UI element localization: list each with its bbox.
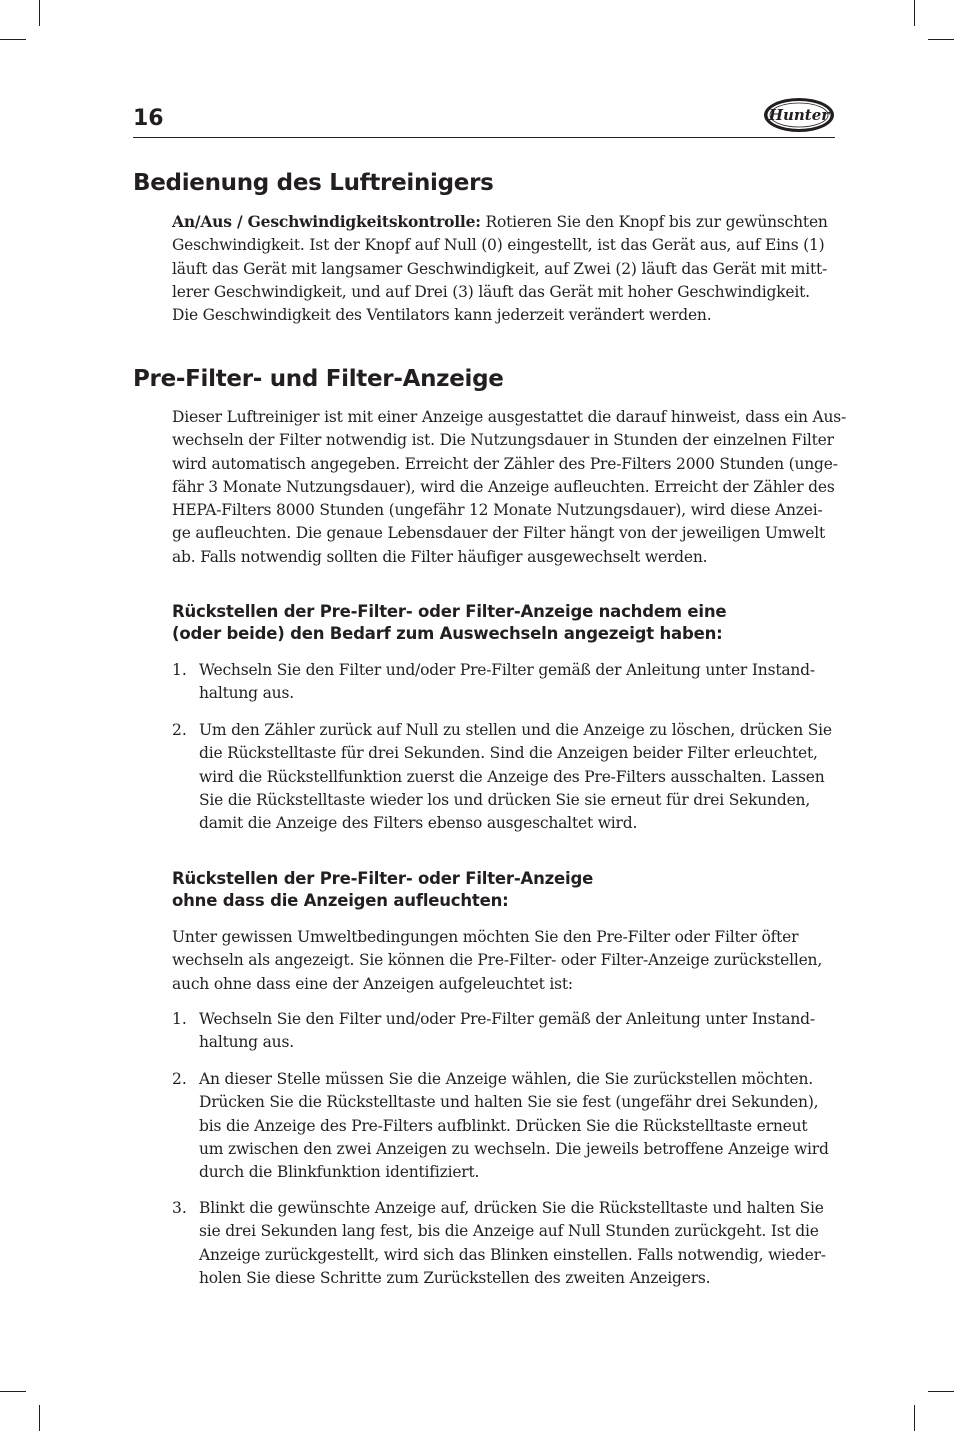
crop-mark xyxy=(914,0,915,26)
paragraph: An/Aus / Geschwindigkeitskontrolle: Rotieren Sie den Knopf bis zur gewünschten Geschwindigkeit. Ist der Knopf auf Null (0) eingestellt, ist das Gerät aus, auf Eins (1) läuft das Gerät mit langsamer Geschwindigkeit, auf Zwei (2) läuft das Gerät mit mitt- lerer Geschwindigkeit, und auf Drei (3) läuft das Gerät mit hoher Geschwindigkeit. Die Geschwindigkeit des Ventilators kann jederzeit verändert werden. xyxy=(172,212,828,325)
paragraph: Unter gewissen Umweltbedingungen möchten Sie den Pre-Filter oder Filter öfter wechseln als angezeigt. Sie können die Pre-Filter- oder Filter-Anzeige zurückstellen, auch ohne dass eine der Anzeigen aufgeleuchtet ist: xyxy=(172,928,823,993)
crop-mark xyxy=(39,1405,40,1431)
crop-mark xyxy=(39,0,40,26)
list-number: 3. xyxy=(172,1199,187,1217)
lead-bold: An/Aus / Geschwindigkeitskontrolle: xyxy=(172,212,481,231)
paragraph: Dieser Luftreiniger ist mit einer Anzeige ausgestattet die darauf hinweist, dass ein Aus- wechseln der Filter notwendig ist. Die Nutzungsdauer in Stunden der einzelnen Filter wird automatisch angegeben. Erreicht der Zähler des Pre-Filters 2000 Stunden (unge- fähr 3 Monate Nutzungsdauer), wird die Anzeige aufleuchten. Erreicht der Zähler des HEPA-Filters 8000 Stunden (ungefähr 12 Monate Nutzungsdauer), wird diese Anzei- ge aufleuchten. Die genaue Lebensdauer der Filter hängt von der jeweiligen Umwelt ab. Falls notwendig sollten die Filter häufiger ausgewechselt werden. xyxy=(172,408,847,566)
list-number: 2. xyxy=(172,721,187,739)
crop-mark xyxy=(928,39,954,40)
section-title: Pre-Filter- und Filter-Anzeige xyxy=(133,366,504,392)
page-number: 16 xyxy=(133,106,164,131)
crop-mark xyxy=(928,1391,954,1392)
crop-mark xyxy=(914,1405,915,1431)
crop-mark xyxy=(0,39,26,40)
svg-text:Hunter: Hunter xyxy=(768,106,830,124)
list-number: 1. xyxy=(172,661,187,679)
section-title: Bedienung des Luftreinigers xyxy=(133,170,494,196)
subsection-title: Rückstellen der Pre-Filter- oder Filter-Anzeige ohne dass die Anzeigen aufleuchten: xyxy=(172,869,594,910)
hunter-logo xyxy=(763,96,835,134)
subsection-title: Rückstellen der Pre-Filter- oder Filter-Anzeige nachdem eine (oder beide) den Bedarf zum Auswechseln angezeigt haben: xyxy=(172,602,727,643)
crop-mark xyxy=(0,1391,26,1392)
list-number: 1. xyxy=(172,1010,187,1028)
header-rule xyxy=(133,137,835,138)
list-number: 2. xyxy=(172,1070,187,1088)
